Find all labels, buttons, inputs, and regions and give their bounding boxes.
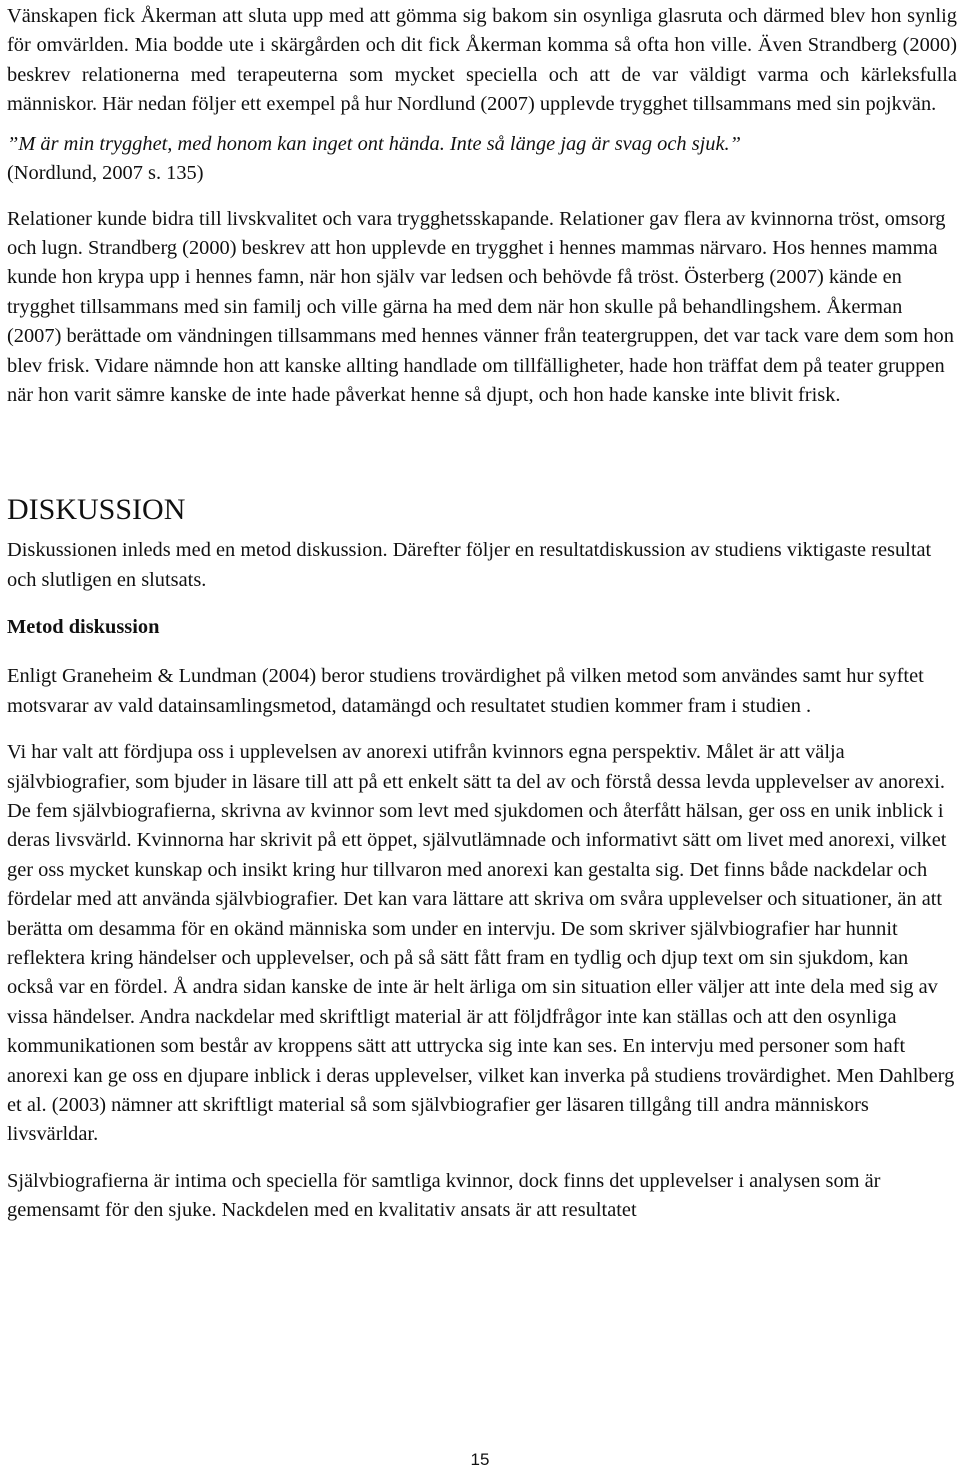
- method-paragraph-3: Självbiografierna är intima och speciella för samtliga kvinnor, dock finns det upplevelser i analysen som är gemensamt för den sjuke. Nackdelen med en kvalitativ ansats är att resultatet: [7, 1169, 881, 1222]
- quote-text: ”M är min trygghet, med honom kan inget ont hända. Inte så länge jag är svag och sjuk.”: [7, 132, 741, 155]
- method-paragraph-1: Enligt Graneheim & Lundman (2004) beror studiens trovärdighet på vilken metod som användes samt hur syftet motsvarar av vald datainsamlingsmetod, datamängd och resultatet studien kommer fram i studien .: [7, 665, 924, 717]
- body-paragraph-friendship: Vänskapen fick Åkerman att sluta upp med att gömma sig bakom sin osynliga glasruta och därmed blev hon synlig för omvärlden. Mia bodde ute i skärgården och dit fick Åkerman komma så ofta hon ville. Även Strandberg (2000) beskrev relationerna med terapeuterna som mycket speciella och att de var väldigt varma och kärleksfulla människor. Här nedan följer ett exempel på hur Nordlund (2007) upplevde trygghet tillsammans med sin pojkvän.: [7, 5, 957, 116]
- block-quote: [7, 130, 957, 188]
- page-number: 15: [470, 1450, 490, 1469]
- document-page: [7, 0, 957, 1226]
- quote-citation: (Nordlund, 2007 s. 135): [7, 161, 204, 184]
- section-intro-paragraph: Diskussionen inleds med en metod diskussion. Därefter följer en resultatdiskussion av studiens viktigaste resultat och slutligen en slutsats.: [7, 539, 932, 591]
- subsection-heading-metod: Metod diskussion: [7, 616, 160, 639]
- section-heading-diskussion: DISKUSSION: [7, 493, 186, 527]
- body-paragraph-relations: Relationer kunde bidra till livskvalitet och vara trygghetsskapande. Relationer gav flera av kvinnorna tröst, omsorg och lugn. Strandberg (2000) beskrev att hon upplevde en trygghet i hennes mammas närvaro. Hos hennes mamma kunde hon krypa upp i hennes famn, när hon själv var ledsen och behövde få tröst. Österberg (2007) kände en trygghet tillsammans med sin familj och ville gärna ha med dem när hon skulle på behandlingshem. Åkerman (2007) berättade om vändningen tillsammans med hennes vänner från teatergruppen, det var tack vare dem som hon blev frisk. Vidare nämnde hon att kanske allting handlade om tillfälligheter, hade hon träffat dem på teater gruppen när hon varit sämre kanske de inte hade påverkat henne så djupt, och hon hade kanske inte blivit frisk.: [7, 207, 954, 407]
- method-paragraph-2: Vi har valt att fördjupa oss i upplevelsen av anorexi utifrån kvinnors egna perspektiv. Målet är att välja självbiografier, som bjuder in läsare till att på ett enkelt sätt ta del av och förstå dessa levda upplevelser av anorexi. De fem självbiografierna, skrivna av kvinnor som levt med sjukdomen och återfått hälsan, ger oss en unik inblick i deras livsvärld. Kvinnorna har skrivit på ett öppet, självutlämnade och informativt sätt om livet med anorexi, vilket ger oss mycket kunskap och insikt kring hur tillvaron med anorexi kan gestalta sig. Det finns både nackdelar och fördelar med att använda självbiografier. Det kan vara lättare att skriva om svåra upplevelser och situationer, än att berätta om desamma för en okänd människa som under en intervju. De som skriver självbiografier har hunnit reflektera kring händelser och upplevelser, och på så sätt fått fram en tydlig och djup text om sin sjukdom, kan också var en fördel. Å andra sidan kanske de inte är helt ärliga om sin situation eller väljer att inte dela med sig av vissa händelser. Andra nackdelar med skriftligt material är att följdfrågor inte kan ställas och att den osynliga kommunikationen som består av kroppens sätt att uttrycka sig inte kan ses. En intervju med personer som haft anorexi kan ge oss en djupare inblick i deras upplevelser, vilket kan inverka på studiens trovärdighet. Men Dahlberg et al. (2003) nämner att skriftligt material så som självbiografier ger läsaren tillgång till andra människors livsvärldar.: [7, 741, 955, 1146]
